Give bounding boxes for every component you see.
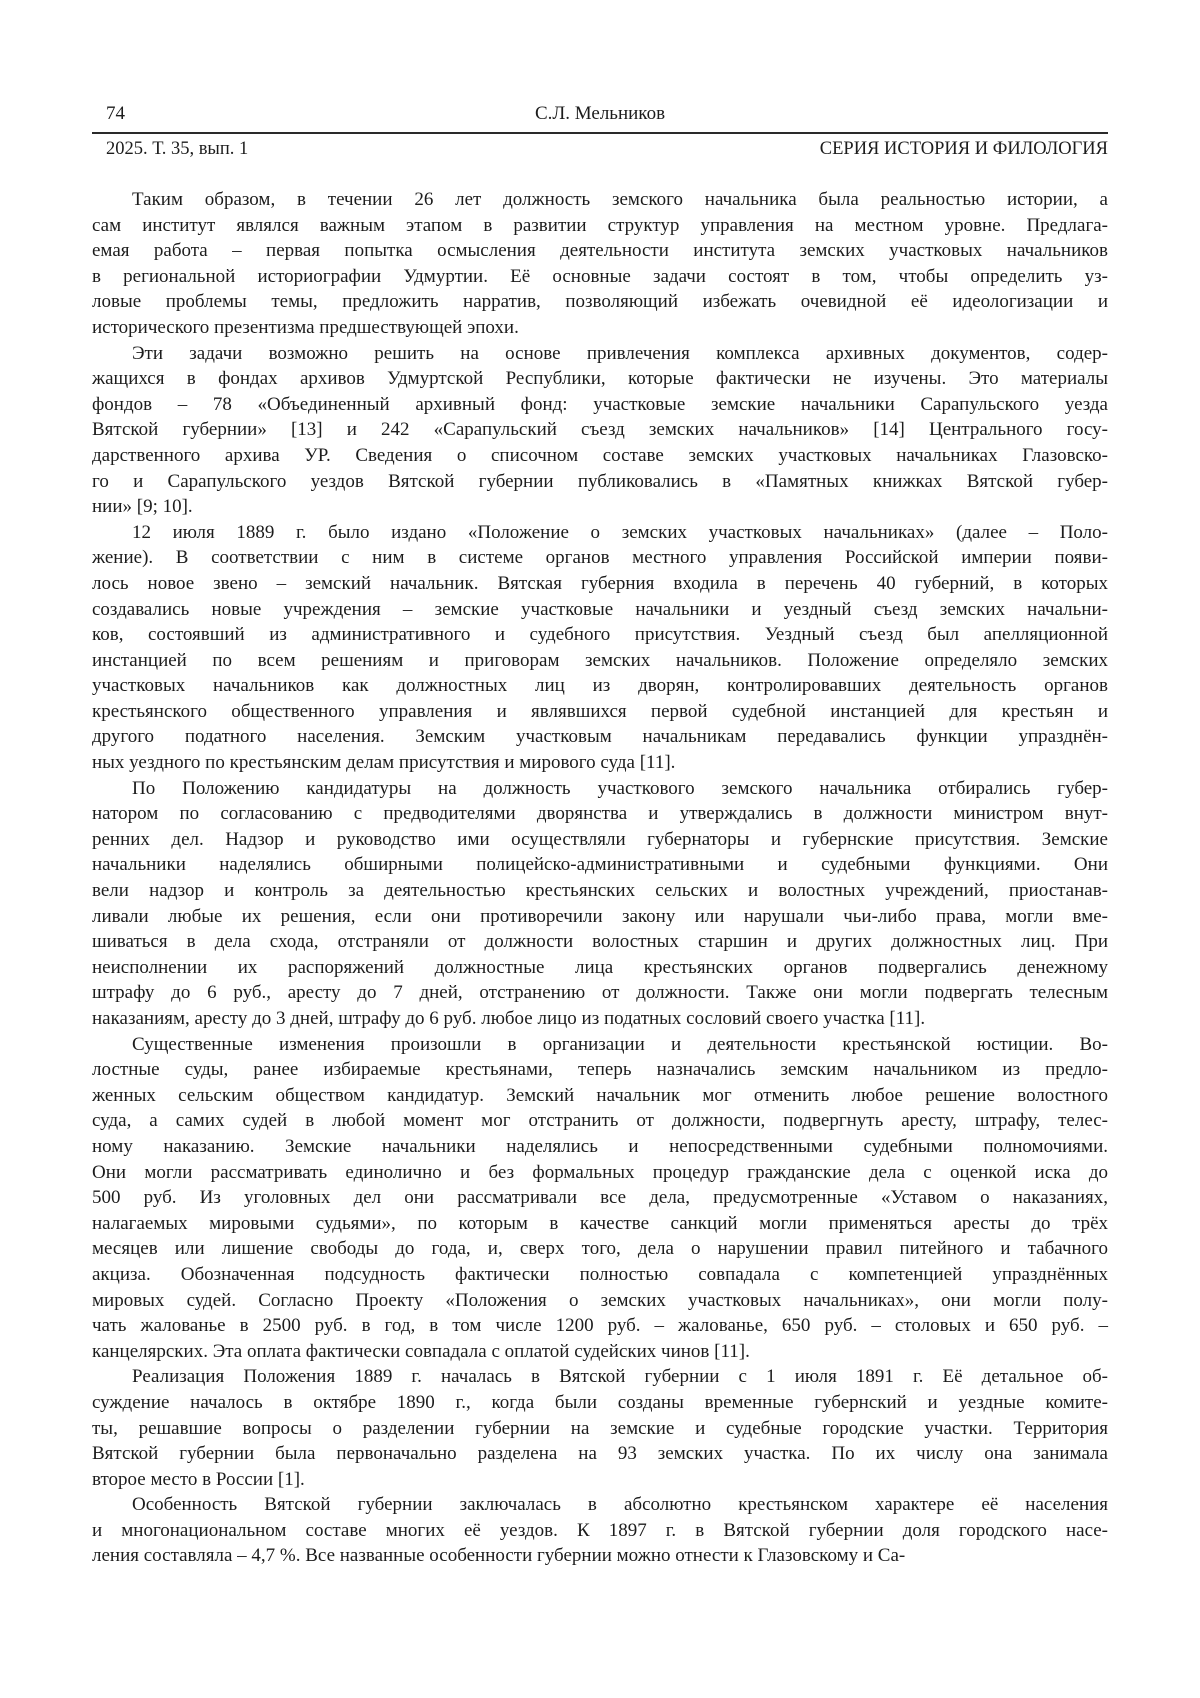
text-line: участковых начальников как должностных лиц из дворян, контролировавших деятельность органов (92, 675, 1108, 697)
text-line: шиваться в дела схода, отстраняли от должности волостных старшин и других должностных лиц. При (92, 931, 1108, 953)
text-line: вели надзор и контроль за деятельностью крестьянских сельских и волостных учреждений, приостанав- (92, 880, 1108, 902)
text-line: наказаниям, аресту до 3 дней, штрафу до 6 руб. любое лицо из податных сословий своего участка [11]. (92, 1008, 926, 1029)
text-line: натором по согласованию с предводителями дворянства и утверждались в должности министром внут- (92, 803, 1108, 825)
text-line: го и Сарапульского уездов Вятской губернии публиковались в «Памятных книжках Вятской губер- (92, 470, 1108, 492)
text-line: Таким образом, в течении 26 лет должность земского начальника была реальностью истории, а (132, 189, 1108, 210)
text-line: ков, состоявший из административного и судебного присутствия. Уездный съезд был апелляционной (92, 624, 1108, 646)
text-line: Они могли рассматривать единолично и без формальных процедур гражданские дела с оценкой иска до (92, 1161, 1108, 1183)
text-line: ловые проблемы темы, предложить нарратив, позволяющий избежать очевидной её идеологизации и (92, 291, 1108, 313)
text-line: другого податного населения. Земским участковым начальникам передавались функции упразднён- (92, 726, 1108, 748)
text-line: Вятской губернии» [13] и 242 «Сарапульский съезд земских начальников» [14] Центрального госу- (92, 419, 1108, 441)
text-line: исторического презентизма предшествующей эпохи. (92, 316, 519, 338)
text-line: суда, а самих судей в любой момент мог отстранить от должности, подвергнуть аресту, штрафу, телес- (92, 1110, 1108, 1132)
text-line: канцелярских. Эта оплата фактически совпадала с оплатой судейских чинов [11]. (92, 1340, 750, 1362)
text-line: Существенные изменения произошли в организации и деятельности крестьянской юстиции. Во- (132, 1033, 1108, 1055)
text-line: ренних дел. Надзор и руководство ими осуществляли губернаторы и губернские присутствия. Земские (92, 828, 1108, 850)
text-line: создавались новые учреждения – земские участковые начальники и уездный съезд земских начальни- (92, 598, 1108, 620)
text-line: мировых судей. Согласно Проекту «Положения о земских участковых начальниках», они могли полу- (92, 1289, 1108, 1311)
text-line: штрафу до 6 руб., аресту до 7 дней, отстранению от должности. Также они могли подвергать телесным (92, 982, 1108, 1004)
text-line: Эти задачи возможно решить на основе привлечения комплекса архивных документов, содер- (132, 342, 1108, 364)
text-line: емая работа – первая попытка осмысления деятельности института земских участковых начальников (92, 240, 1108, 262)
text-line: ты, решавшие вопросы о разделении губернии на земские и судебные городские участки. Территория (92, 1417, 1108, 1439)
text-line: и многонациональном составе многих её уездов. К 1897 г. в Вятской губернии доля городского насе- (92, 1519, 1108, 1541)
text-line: нии» [9; 10]. (92, 496, 193, 518)
text-line: ления составляла – 4,7 %. Все названные особенности губернии можно отнести к Глазовскому и Са- (92, 1545, 906, 1567)
text-line: крестьянского общественного управления и являвшихся первой судебной инстанцией для крестьян и (92, 700, 1108, 722)
header-row-top (92, 102, 1108, 126)
text-line: второе место в России [1]. (92, 1468, 305, 1490)
text-line: начальники наделялись обширными полицейско-административными и судебными функциями. Они (92, 854, 1108, 876)
text-line: дарственного архива УР. Сведения о списочном составе земских участковых начальниках Глазовско- (92, 444, 1108, 466)
text-line: ных уездного по крестьянским делам присутствия и мирового суда [11]. (92, 752, 676, 774)
text-line: акциза. Обозначенная подсудность фактически полностью совпадала с компетенцией упразднённых (92, 1263, 1108, 1285)
text-line: месяцев или лишение свободы до года, и, сверх того, дела о нарушении правил питейного и табачного (92, 1238, 1108, 1260)
text-line: лось новое звено – земский начальник. Вятская губерния входила в перечень 40 губерний, в которых (92, 572, 1108, 594)
text-line: По Положению кандидатуры на должность участкового земского начальника отбирались губер- (132, 777, 1108, 799)
body-text (92, 187, 1108, 1569)
header-rule (92, 132, 1108, 134)
page-number: 74 (106, 103, 125, 124)
text-line: сам институт являлся важным этапом в развитии структур управления на местном уровне. Предлага- (92, 214, 1108, 236)
text-line: жение). В соответствии с ним в системе органов местного управления Российской империи появи- (92, 547, 1108, 569)
text-line: Реализация Положения 1889 г. началась в Вятской губернии с 1 июля 1891 г. Её детальное об- (132, 1366, 1108, 1388)
series-title: СЕРИЯ ИСТОРИЯ И ФИЛОЛОГИЯ (819, 139, 1108, 159)
issue-info: 2025. Т. 35, вып. 1 (106, 139, 249, 159)
text-line: инстанцией по всем решениям и приговорам земских начальников. Положение определяло земских (92, 649, 1108, 671)
text-line: Вятской губернии была первоначально разделена на 93 земских участка. По их числу она занимала (92, 1443, 1108, 1465)
text-line: лостные суды, ранее избираемые крестьянами, теперь назначались земским начальником из предло- (92, 1059, 1108, 1081)
text-line: фондов – 78 «Объединенный архивный фонд: участковые земские начальники Сарапульского уезда (92, 393, 1108, 415)
text-line: 500 руб. Из уголовных дел они рассматривали все дела, предусмотренные «Уставом о наказаниях, (92, 1187, 1108, 1209)
header-row-bottom (92, 138, 1108, 161)
text-line: Особенность Вятской губернии заключалась в абсолютно крестьянском характере её населения (132, 1494, 1108, 1516)
running-author: С.Л. Мельников (534, 103, 666, 124)
text-line: 12 июля 1889 г. было издано «Положение о земских участковых начальниках» (далее – Поло- (132, 521, 1108, 543)
text-line: жащихся в фондах архивов Удмуртской Республики, которые фактически не изучены. Это материалы (92, 368, 1108, 390)
text-line: женных сельским обществом кандидатур. Земский начальник мог отменить любое решение волостного (92, 1084, 1108, 1106)
text-line: суждение началось в октябре 1890 г., когда были созданы временные губернский и уездные комите- (92, 1391, 1108, 1413)
text-line: неисполнении их распоряжений должностные лица крестьянских органов подвергались денежному (92, 956, 1108, 978)
text-line: ливали любые их решения, если они противоречили закону или нарушали чьи-либо права, могли вме- (92, 905, 1108, 927)
text-line: в региональной историографии Удмуртии. Её основные задачи состоят в том, чтобы определить уз- (92, 265, 1108, 287)
text-line: ному наказанию. Земские начальники наделялись и непосредственными судебными полномочиями. (92, 1135, 1108, 1157)
page-header (92, 102, 1108, 161)
text-line: чать жалованье в 2500 руб. в год, в том числе 1200 руб. – жалованье, 650 руб. – столовых и 650 руб. – (92, 1315, 1108, 1337)
text-line: налагаемых мировыми судьями», по которым в качестве санкций могли применяться аресты до трёх (92, 1212, 1108, 1234)
